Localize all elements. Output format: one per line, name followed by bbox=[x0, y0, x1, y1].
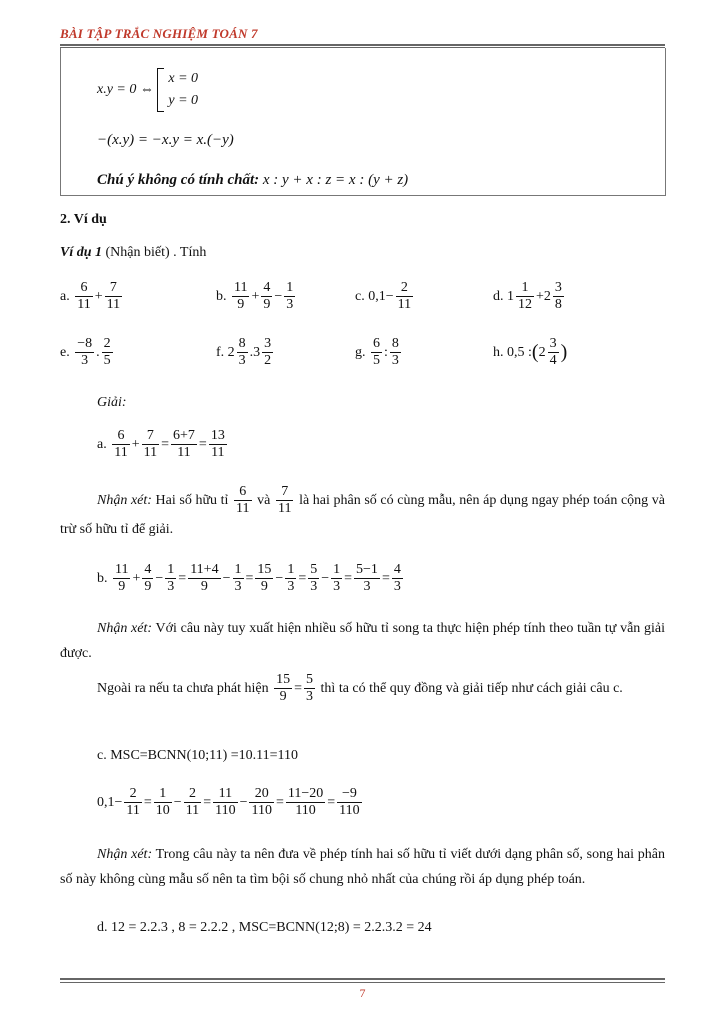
den: 3 bbox=[306, 689, 314, 705]
den: 110 bbox=[339, 803, 360, 819]
num: 6 bbox=[117, 428, 125, 443]
label-b: b. bbox=[97, 570, 108, 586]
den: 110 bbox=[286, 802, 325, 819]
den: 110 bbox=[251, 803, 272, 819]
case-y: y = 0 bbox=[168, 93, 199, 108]
num: 6+7 bbox=[173, 428, 195, 443]
den: 11 bbox=[106, 297, 121, 313]
label-d: d. bbox=[493, 288, 504, 304]
num: 2 bbox=[129, 786, 137, 801]
int: 2 bbox=[227, 344, 235, 360]
num: 1 bbox=[521, 280, 529, 295]
den: 10 bbox=[155, 803, 170, 819]
example-heading bbox=[60, 245, 206, 261]
den: 11 bbox=[277, 501, 292, 517]
rule1-cases bbox=[157, 68, 198, 112]
int: 1 bbox=[507, 288, 514, 304]
num: 20 bbox=[254, 786, 269, 801]
den: 11 bbox=[114, 445, 128, 461]
remark-2 bbox=[60, 616, 665, 666]
num: 7 bbox=[146, 428, 154, 443]
remark-4 bbox=[60, 842, 665, 892]
remark-1 bbox=[60, 484, 665, 542]
den: 3 bbox=[354, 578, 380, 595]
num: 6 bbox=[239, 484, 247, 499]
solution-d: d. 12 = 2.2.3 , 8 = 2.2.2 , MSC=BCNN(12;8) = 2.2.3.2 = 24 bbox=[97, 920, 432, 935]
num: 13 bbox=[210, 428, 225, 443]
num: 11 bbox=[234, 280, 248, 295]
int: .3 bbox=[249, 344, 261, 360]
den: 9 bbox=[113, 578, 130, 595]
den: 3 bbox=[391, 353, 399, 369]
exercise-e: e. $\frac{-8}{3}$ . $\frac{2}{5}$ bbox=[60, 336, 111, 369]
rule-sign: −(x.y) = −x.y = x.(−y) bbox=[97, 132, 234, 148]
remark-3: Ngoài ra nếu ta chưa phát hiện $\frac{15}{9}$ = $\frac{5}{3}$ thì ta có thể quy đồng và giải tiếp như cách giải câu c. bbox=[97, 672, 623, 705]
remark-text: là hai phân số có cùng mẫu, nên áp dụng ngay phép toán cộng và trừ số hữu tỉ để giải. bbox=[60, 492, 665, 538]
int: 2 bbox=[538, 344, 546, 360]
den: 9 bbox=[188, 578, 220, 595]
remark-label: Nhận xét: bbox=[97, 492, 152, 508]
label-f: f. bbox=[216, 344, 225, 360]
num: 11 bbox=[218, 786, 233, 801]
page-number: 7 bbox=[359, 986, 366, 1000]
num: 3 bbox=[554, 280, 562, 295]
den: 11 bbox=[209, 444, 227, 461]
rule-zero-product bbox=[97, 68, 198, 112]
int: 2 bbox=[543, 288, 551, 304]
num: 8 bbox=[238, 336, 246, 351]
num: 4 bbox=[144, 562, 152, 577]
den: 3 bbox=[286, 297, 294, 313]
num: 6 bbox=[373, 336, 380, 351]
num: −8 bbox=[77, 336, 93, 351]
den: 3 bbox=[333, 579, 341, 595]
den: 4 bbox=[549, 353, 557, 369]
solution-label: Giải: bbox=[97, 395, 127, 410]
num: 8 bbox=[391, 336, 399, 351]
label-e: e. bbox=[60, 344, 70, 360]
exercise-h: h. 0,5 :(2 $\frac{3}{4}$ ) bbox=[493, 336, 568, 369]
den: 11 bbox=[126, 803, 140, 819]
den: 11 bbox=[77, 297, 91, 313]
num: 1 bbox=[234, 562, 242, 577]
case-x: x = 0 bbox=[168, 71, 199, 86]
solution-b: b. $\frac{11}{9}$ + $\frac{4}{9}$ − $\frac{1}{3}$ = $\frac{11+4}{9}$ − $\frac{1}{3}$ = $\frac{15}{9}$ − $\frac{1}{3}$ = $\frac{5}{3}$ − $\frac{1}{3}$ = $\frac{5-1}{3}$ = $\frac{4}{3}$ bbox=[97, 562, 401, 595]
den: 9 bbox=[274, 688, 292, 705]
num: 15 bbox=[257, 562, 272, 577]
remark-label: Nhận xét: bbox=[97, 621, 153, 636]
den: 3 bbox=[287, 579, 295, 595]
int: 0,5 bbox=[507, 344, 525, 360]
remark-text: thì ta có thể quy đồng và giải tiếp như cách giải câu c. bbox=[317, 680, 623, 696]
num: 3 bbox=[549, 336, 557, 351]
den: 12 bbox=[518, 297, 532, 313]
den: 11 bbox=[236, 501, 250, 517]
remark-label: Nhận xét: bbox=[97, 847, 153, 862]
den: 8 bbox=[554, 297, 562, 313]
exercise-d: d. 1 $\frac{1}{12}$ +2 $\frac{3}{8}$ bbox=[493, 280, 562, 313]
label-a: a. bbox=[97, 436, 107, 452]
num: 5 bbox=[310, 562, 318, 577]
exercise-a: a. $\frac{6}{11}$ + $\frac{7}{11}$ bbox=[60, 280, 121, 313]
header-title: BÀI TẬP TRẮC NGHIỆM TOÁN 7 bbox=[60, 26, 258, 41]
den: 9 bbox=[263, 297, 271, 313]
num: 1 bbox=[333, 562, 341, 577]
den: 3 bbox=[238, 353, 246, 369]
solution-c: 0,1− $\frac{2}{11}$ = $\frac{1}{10}$ − $\frac{2}{11}$ = $\frac{11}{110}$ − $\frac{20}{110}$ = $\frac{11-20}{110}$ = $\frac{-9}{110}$ bbox=[97, 786, 360, 819]
den: 3 bbox=[234, 579, 242, 595]
label-g: g. bbox=[355, 344, 366, 360]
den: 3 bbox=[75, 352, 94, 369]
den: 11 bbox=[397, 297, 412, 313]
num: 11+4 bbox=[190, 562, 219, 577]
den: 9 bbox=[232, 296, 249, 313]
num: 7 bbox=[109, 280, 117, 295]
num: 15 bbox=[276, 672, 291, 687]
header-rule bbox=[60, 44, 665, 46]
num: 4 bbox=[263, 280, 271, 295]
num: 1 bbox=[286, 280, 294, 295]
remark-text: Ngoài ra nếu ta chưa phát hiện bbox=[97, 680, 273, 696]
den: 11 bbox=[143, 445, 158, 461]
remark-text: và bbox=[253, 492, 274, 508]
num: 1 bbox=[159, 786, 167, 801]
solution-a: a. $\frac{6}{11}$ + $\frac{7}{11}$ = $\frac{6+7}{11}$ = $\frac{13}{11}$ bbox=[97, 428, 225, 461]
den: 11 bbox=[185, 803, 200, 819]
den: 3 bbox=[167, 579, 175, 595]
note-formula: x : y + x : z = x : (y + z) bbox=[262, 172, 409, 188]
rule1-lhs: x.y = 0 ⇔ bbox=[97, 82, 154, 98]
int: 0,1 bbox=[368, 288, 386, 304]
remark-text: Hai số hữu tỉ bbox=[151, 492, 233, 508]
num: 6 bbox=[80, 280, 88, 295]
num: 1 bbox=[167, 562, 175, 577]
note-line bbox=[97, 172, 408, 189]
label-a: a. bbox=[60, 288, 70, 304]
num: 5 bbox=[306, 672, 314, 687]
label-b: b. bbox=[216, 288, 227, 304]
num: 4 bbox=[393, 562, 401, 577]
num: 2 bbox=[400, 280, 408, 295]
num: 2 bbox=[188, 786, 196, 801]
den: 5 bbox=[103, 353, 111, 369]
exercise-g: g. $\frac{6}{5}$ : $\frac{8}{3}$ bbox=[355, 336, 399, 369]
den: 5 bbox=[373, 353, 380, 369]
den: 9 bbox=[144, 579, 152, 595]
num: 11−20 bbox=[287, 786, 324, 801]
int: 0,1 bbox=[97, 794, 115, 810]
example-label: Ví dụ 1 bbox=[60, 245, 103, 260]
den: 11 bbox=[171, 444, 197, 461]
den: 9 bbox=[255, 578, 273, 595]
exercise-f bbox=[216, 336, 275, 369]
example-level: (Nhận biết) . Tính bbox=[102, 245, 207, 260]
exercise-b: b. $\frac{11}{9}$ + $\frac{4}{9}$ − $\frac{1}{3}$ bbox=[216, 280, 294, 313]
exercise-c: c. 0,1− $\frac{2}{11}$ bbox=[355, 280, 412, 313]
num: 2 bbox=[103, 336, 111, 351]
remark-text: Với câu này tuy xuất hiện nhiều số hữu tỉ song ta thực hiện phép tính theo tuần tự vẫn giải được. bbox=[60, 621, 665, 661]
den: 110 bbox=[215, 803, 236, 819]
solution-c-msc: c. MSC=BCNN(10;11) =10.11=110 bbox=[97, 748, 299, 763]
num: 3 bbox=[264, 336, 272, 351]
den: 3 bbox=[310, 579, 318, 595]
label-h: h. bbox=[493, 344, 504, 360]
label-c: c. bbox=[355, 288, 365, 304]
note-label: Chú ý không có tính chất: bbox=[97, 172, 260, 188]
num: 7 bbox=[281, 484, 289, 499]
section-title: 2. Ví dụ bbox=[60, 212, 107, 227]
remark-text: Trong câu này ta nên đưa về phép tính hai số hữu tỉ viết dưới dạng phân số, song hai phân số này không cùng mẫu số nên ta tìm bội số chung nhỏ nhất của chúng rồi áp dụng phép toán. bbox=[60, 847, 665, 887]
footer-rule bbox=[60, 978, 665, 980]
num: 1 bbox=[287, 562, 295, 577]
den: 2 bbox=[264, 353, 272, 369]
den: 3 bbox=[393, 579, 401, 595]
num: −9 bbox=[341, 786, 357, 801]
num: 11 bbox=[115, 562, 129, 577]
footer-rule-thin bbox=[60, 982, 665, 983]
num: 5−1 bbox=[356, 562, 378, 577]
